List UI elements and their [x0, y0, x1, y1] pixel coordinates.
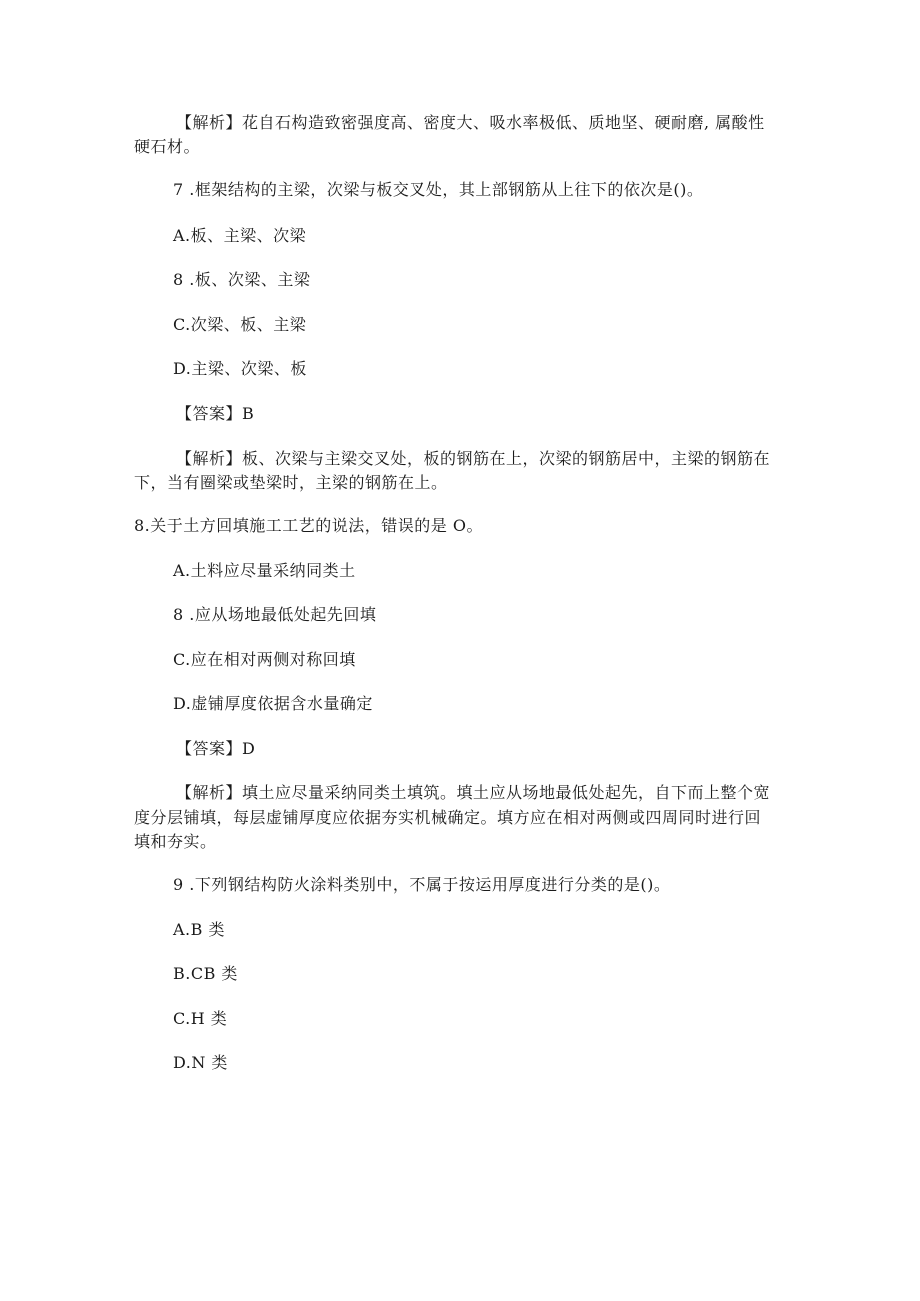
question-9-option-d: D.N 类 [173, 1053, 228, 1072]
question-7-stem: 7 .框架结构的主梁，次梁与板交叉处，其上部钢筋从上往下的依次是()。 [173, 180, 704, 199]
question-8-explanation-line: 度分层铺填，每层虚铺厚度应依据夯实机械确定。填方应在相对两侧或四周同时进行回 [134, 808, 762, 827]
question-9-stem: 9 .下列钢结构防火涂料类别中，不属于按运用厚度进行分类的是()。 [173, 875, 671, 894]
question-7-option-d: D.主梁、次梁、板 [173, 359, 307, 378]
question-8-option-a: A.土料应尽量采纳同类土 [173, 561, 356, 580]
question-7-option-b: 8 .板、次梁、主梁 [173, 270, 311, 289]
question-8-explanation-line: 填和夯实。 [134, 832, 217, 851]
question-7-option-a: A.板、主梁、次梁 [173, 226, 307, 245]
question-7-option-c: C.次梁、板、主梁 [173, 315, 307, 334]
question-7-explanation-line: 下，当有圈梁或垫梁时，主梁的钢筋在上。 [134, 473, 448, 492]
explanation-line: 【解析】花自石构造致密强度高、密度大、吸水率极低、质地坚、硬耐磨, 属酸性 [176, 113, 765, 132]
question-9-option-a: A.B 类 [173, 920, 225, 939]
question-8-answer: 【答案】D [176, 739, 256, 758]
question-7-explanation-line: 【解析】板、次梁与主梁交叉处，板的钢筋在上，次梁的钢筋居中，主梁的钢筋在 [176, 449, 771, 468]
question-8-option-d: D.虚铺厚度依据含水量确定 [173, 694, 373, 713]
explanation-line: 硬石材。 [134, 137, 201, 156]
question-8-explanation-line: 【解析】填土应尽量采纳同类土填筑。填土应从场地最低处起先，自下而上整个宽 [176, 783, 771, 802]
question-7-answer: 【答案】B [176, 404, 255, 423]
question-8-stem: 8.关于土方回填施工工艺的说法，错误的是 O。 [134, 516, 483, 535]
question-9-option-b: B.CB 类 [173, 964, 238, 983]
question-8-option-b: 8 .应从场地最低处起先回填 [173, 605, 377, 624]
question-8-option-c: C.应在相对两侧对称回填 [173, 650, 356, 669]
question-9-option-c: C.H 类 [173, 1009, 228, 1028]
